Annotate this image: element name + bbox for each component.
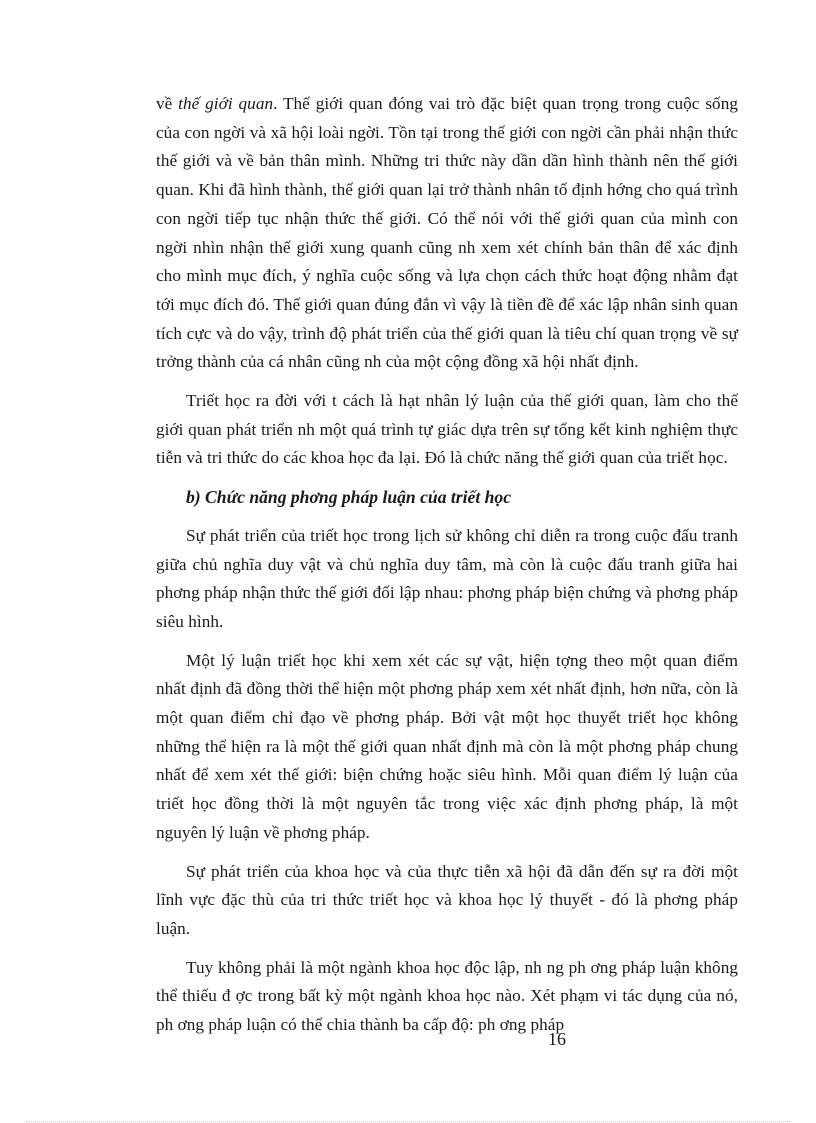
paragraph-method-theory: Một lý luận triết học khi xem xét các sự vật, hiện tợng theo một quan điểm nhất định đã đồng thời thể hiện một phơng pháp xem xét nhất định, hơn nữa, còn là một quan điểm chỉ đạo về phơng pháp. Bởi vật một học thuyết triết học không những thể hiện ra là một thế giới quan nhất định mà còn là một phơng pháp chung nhất để xem xét thế giới: biện chứng hoặc siêu hình. Mỗi quan điểm lý luận của triết học đồng thời là một nguyên tắc trong việc xác định phơng pháp, là một nguyên lý luận về phơng pháp.: [156, 650, 738, 842]
paragraph-philosophy-worldview-function: Triết học ra đời với t cách là hạt nhân lý luận của thế giới quan, làm cho thế giới quan phát triển nh một quá trình tự giác dựa trên sự tổng kết kinh nghiệm thực tiễn và tri thức do các khoa học đa lại. Đó là chức năng thế giới quan của triết học.: [156, 391, 738, 468]
document-page: [156, 90, 738, 1040]
section-heading: b) Chức năng phơng pháp luận của triết học: [186, 487, 512, 508]
page-bottom-border: [26, 1121, 790, 1122]
paragraph-body-text: . Thế giới quan đóng vai trò đặc biệt quan trọng trong cuộc sống của con ngời và xã hội loài ngời. Tồn tại trong thế giới con ngời cần phải nhận thức thế giới và về bản thân mình. Những tri thức này dần dần hình thành nên thế giới quan. Khi đã hình thành, thế giới quan lại trở thành nhân tố định hớng cho quá trình con ngời tiếp tục nhận thức thế giới. Có thể nói với thế giới quan của mình con ngời nhìn nhận thế giới xung quanh cũng nh xem xét chính bản thân để xác định cho mình mục đích, ý nghĩa cuộc sống và lựa chọn cách thức hoạt động nhằm đạt tới mục đích đó. Thế giới quan đúng đắn vì vậy là tiền đề để xác lập nhân sinh quan tích cực và do vậy, trình độ phát triển của thế giới quan là tiêu chí quan trọng về sự trởng thành của cá nhân cũng nh của một cộng đồng xã hội nhất định.: [156, 94, 738, 372]
paragraph-history-struggle: Sự phát triển của triết học trong lịch sử không chỉ diễn ra trong cuộc đấu tranh giữa chủ nghĩa duy vật và chủ nghĩa duy tâm, mà còn là cuộc đấu tranh giữa hai phơng pháp nhận thức thế giới đối lập nhau: phơng pháp biện chứng và phơng pháp siêu hình.: [156, 525, 738, 631]
paragraph-worldview-role: [156, 90, 738, 377]
paragraph-lead-text: về: [156, 94, 179, 113]
paragraph-methodology-origin: Sự phát triển của khoa học và của thực tiễn xã hội đã dẫn đến sự ra đời một lĩnh vực đặc thù của tri thức triết học và khoa học lý thuyết - đó là phơng pháp luận.: [156, 861, 738, 938]
paragraph-methodology-levels: Tuy không phải là một ngành khoa học độc lập, nh ng ph ơng pháp luận không thể thiếu đ ợc trong bất kỳ một ngành khoa học nào. Xét phạm vi tác dụng của nó, ph ơng pháp luận có thể chia thành ba cấp độ: ph ơng pháp: [156, 957, 738, 1035]
page-number: 16: [548, 1029, 566, 1049]
emphasis-term: thế giới quan: [178, 94, 274, 113]
